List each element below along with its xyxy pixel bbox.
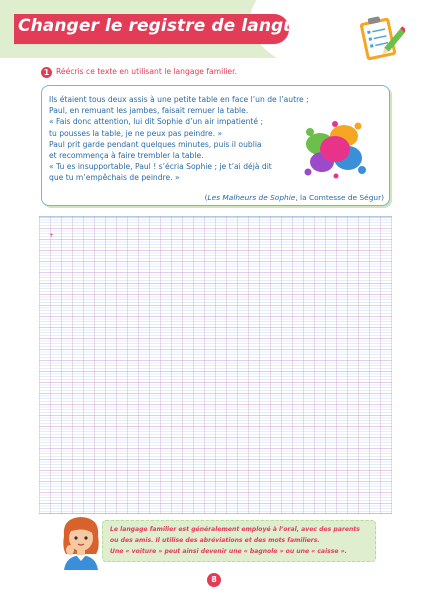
paint-splash-icon <box>300 118 370 180</box>
girl-thinking-illustration <box>56 514 106 570</box>
note-text <box>110 524 372 557</box>
exercise-number-badge: 1 <box>41 67 52 78</box>
page-number: 8 <box>207 573 221 587</box>
passage-line: que tu m’empêchais de peindre. » <box>49 173 180 183</box>
note-line: ou des amis. Il utilise des abréviations et des mots familiers. <box>110 537 320 544</box>
source-title: Les Malheurs de Sophie <box>207 193 296 202</box>
passage-line: et recommença à faire trembler la table. <box>49 151 204 161</box>
passage-line: « Tu es insupportable, Paul ! s’écria Sophie ; je t’ai déjà dit <box>49 162 272 172</box>
passage-line: « Fais donc attention, lui dit Sophie d’un air impatienté ; <box>49 117 264 127</box>
note-line: Une « voiture » peut ainsi devenir une « bagnole » ou une « caisse ». <box>110 548 347 555</box>
passage-text <box>49 94 339 184</box>
writing-grid[interactable] <box>39 216 392 514</box>
passage-source <box>205 193 384 202</box>
source-open: ( <box>204 193 208 202</box>
passage-line: Paul prit garde pendant quelques minutes, puis il oublia <box>49 139 262 149</box>
page-title: Changer le registre de langue <box>18 16 308 36</box>
note-line: Le langage familier est généralement employé à l’oral, avec des parents <box>110 526 360 533</box>
exercise-instruction: Réécris ce texte en utilisant le langage familier. <box>56 67 237 76</box>
source-author: , la Comtesse de Ségur) <box>295 193 384 202</box>
passage-line: Ils étaient tous deux assis à une petite table en face l’un de l’autre ; <box>49 95 309 104</box>
passage-line: Paul, en remuant les jambes, faisait remuer la table. <box>49 106 249 116</box>
margin-mark: + <box>49 232 55 239</box>
clipboard-pencil-icon <box>357 12 405 62</box>
passage-line: tu pousses la table, je ne peux pas peindre. » <box>49 128 223 138</box>
